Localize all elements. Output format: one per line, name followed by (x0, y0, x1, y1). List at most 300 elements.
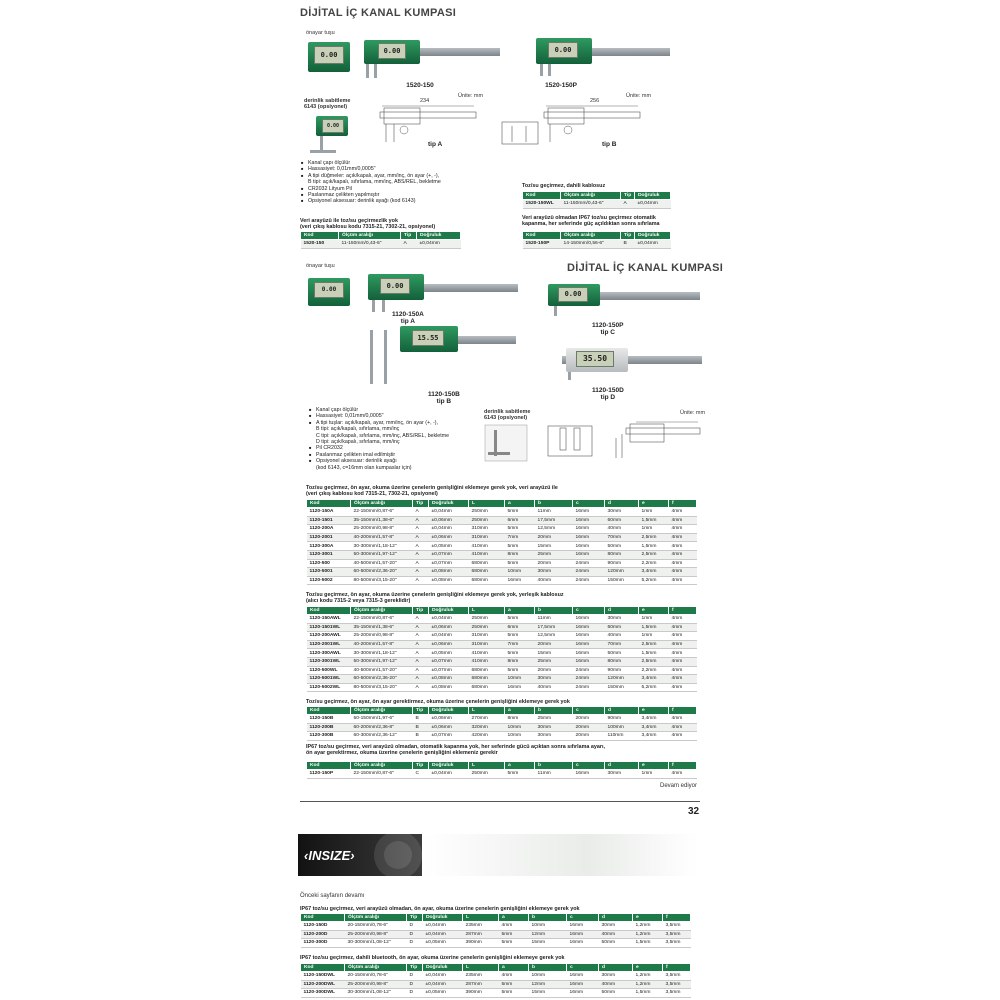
table-cell: 40mm (605, 525, 639, 534)
column-header: f (669, 707, 697, 715)
table-cell: 1,2mm (633, 972, 663, 981)
column-header: c (573, 500, 605, 508)
table-cell: 1,5mm (639, 649, 669, 658)
table-cell: 4mm (499, 972, 529, 981)
table-cell: 40mm (605, 632, 639, 641)
table-cell: 40mm (599, 980, 633, 989)
table-cell: 16mm (567, 922, 599, 931)
caliper-1520-150-image (308, 36, 500, 80)
table-cell: 30-300mm/1,18-12" (351, 542, 413, 551)
table-cell: 30mm (535, 732, 573, 741)
feature-item: ■ Opsiyonel aksesuar: derinlik ayağı (316, 458, 516, 464)
table-cell: A (413, 675, 429, 684)
table-cell: 16mm (573, 640, 605, 649)
column-header: Doğruluk (429, 707, 469, 715)
table-cell: B (413, 732, 429, 741)
table-cell: 4mm (669, 657, 697, 666)
th-range: Ölçüm aralığı (561, 232, 621, 240)
column-header: b (529, 914, 567, 922)
table-cell: 16mm (573, 516, 605, 525)
column-header: d (605, 500, 639, 508)
model-1520-150p-caption: 1520-150P (545, 82, 577, 89)
table-cell: 12mm (529, 930, 567, 939)
table-cell: 16mm (573, 623, 605, 632)
table-cell: 110mm (605, 732, 639, 741)
column-header: Doğruluk (423, 964, 463, 972)
caliper-1120-150a-image: 0.00 0.00 (308, 270, 518, 314)
table-d (306, 761, 697, 779)
table-cell: 4mm (669, 732, 697, 741)
table-cell: ±0,05mm (423, 989, 463, 998)
table-cell: 1120-200B (307, 723, 351, 732)
table-row (301, 989, 691, 998)
table-c (306, 706, 697, 741)
caliper-1120-150b-image (360, 324, 516, 386)
column-header: d (605, 607, 639, 615)
feature-item: ■ Paslanmaz çelikten imal edilmiştir (316, 452, 516, 458)
table-cell: D (407, 972, 423, 981)
table-cell: A (413, 623, 429, 632)
table-cell: 30-300mm/1,08-12" (345, 989, 407, 998)
table-cell: A (413, 640, 429, 649)
table-cell: 1120-300DWL (301, 989, 345, 998)
feature-item: ■ Kanal çapı ölçülür (308, 160, 528, 166)
table-cell: 7mm (505, 640, 535, 649)
table-a (306, 499, 697, 585)
table-cell: 16mm (567, 930, 599, 939)
cell: A (621, 200, 635, 209)
table-row (307, 576, 697, 585)
table-row (307, 649, 697, 658)
column-header: e (639, 607, 669, 615)
table-cell: 16mm (573, 770, 605, 779)
table-cell: B (413, 723, 429, 732)
table-cell: 10mm (505, 723, 535, 732)
table-cell: 60-500mm/2,36-20" (351, 675, 413, 684)
table-1-title: Veri arayüzü ile toz/su geçirmezlik yok (veri çıkış kablosu kodu 7315-21, 7302-21, opsiyonel) (300, 218, 436, 231)
table-cell: 60mm (605, 623, 639, 632)
table-1 (300, 231, 461, 249)
table-cell: 22-150mm/0,87-6" (351, 508, 413, 517)
table-cell: A (413, 508, 429, 517)
table-cell: 40mm (535, 683, 573, 692)
table-cell: 6mm (505, 516, 535, 525)
table-cell: 4mm (669, 715, 697, 724)
table-cell: 16mm (573, 542, 605, 551)
table-cell: 5mm (505, 666, 535, 675)
column-header: f (669, 500, 697, 508)
table-cell: 5mm (505, 525, 535, 534)
table-f-title: IP67 toz/su geçirmez, dahili bluetooth, ön ayar, okuma üzerine çenelerin genişliğini eklemeye gerek yok (300, 955, 565, 961)
drawing-type-b (538, 100, 648, 150)
table-cell: 1120-2001 (307, 533, 351, 542)
table-cell: 4mm (669, 550, 697, 559)
table-row (307, 559, 697, 568)
table-cell: ±0,06mm (429, 723, 469, 732)
table-cell: ±0,07mm (429, 666, 469, 675)
table-cell: 30mm (605, 508, 639, 517)
table-row (307, 550, 697, 559)
feature-item: ■ Paslanmaz çelikten yapılmıştır (308, 192, 528, 198)
table-cell: 16mm (573, 649, 605, 658)
table-cell: 25-200mm/0,98-8" (351, 632, 413, 641)
table-e (300, 913, 691, 948)
dim-l-2: 256 (590, 98, 600, 104)
page-divider (300, 801, 700, 802)
groove-diagram-a (500, 120, 540, 148)
table-cell: ±0,04mm (429, 770, 469, 779)
table-cell: 60-200mm/2,36-8" (351, 723, 413, 732)
table-cell: 16mm (567, 980, 599, 989)
table-cell: 90mm (605, 666, 639, 675)
column-header: f (663, 964, 691, 972)
th-range: Ölçüm aralığı (561, 192, 621, 200)
table-cell: 1mm (639, 615, 669, 624)
table-cell: 1120-5002WL (307, 683, 351, 692)
table-cell: 1120-300AWL (307, 649, 351, 658)
table-row (301, 939, 691, 948)
table-cell: A (413, 657, 429, 666)
table-cell: 16mm (567, 939, 599, 948)
column-header: Tip (413, 607, 429, 615)
table-row (307, 568, 697, 577)
column-header: b (535, 707, 573, 715)
table-2 (522, 191, 671, 209)
table-cell: 50mm (605, 649, 639, 658)
th-accuracy: Doğruluk (635, 232, 671, 240)
column-header: Kod (307, 707, 351, 715)
table-cell: 5mm (499, 930, 529, 939)
table-cell: 1,5mm (633, 939, 663, 948)
column-header: Doğruluk (429, 762, 469, 770)
table-cell: 17,5mm (535, 516, 573, 525)
column-header: e (639, 762, 669, 770)
table-cell: A (413, 550, 429, 559)
table-cell: 3,4mm (639, 675, 669, 684)
table-cell: 1120-5001 (307, 568, 351, 577)
cell: 1520-150 (301, 240, 339, 249)
table-cell: 20mm (573, 715, 605, 724)
table-cell: 3,5mm (663, 972, 691, 981)
table-cell: 1120-1501WL (307, 623, 351, 632)
table-cell: 50mm (599, 939, 633, 948)
table-cell: ±0,07mm (429, 550, 469, 559)
depth-accessory-image-2 (484, 424, 528, 462)
table-cell: 5,2mm (639, 683, 669, 692)
table-cell: 40mm (599, 930, 633, 939)
table-cell: 12,5mm (535, 525, 573, 534)
table-cell: ±0,04mm (429, 615, 469, 624)
zero-key-label: önayar tuşu (306, 30, 335, 36)
table-row (307, 615, 697, 624)
table-cell: A (413, 666, 429, 675)
feature-item: D tipi: açık/kapalı, sıfırlama, mm/inç (316, 439, 400, 446)
table-d-title: IP67 toz/su geçirmez, veri arayüzü olmadan, otomatik kapanma yok, her seferinde gücü açıktan sonra sıfırlama ayarı, ön ayar gerektirmez, okuma üzerine çenelerin genişliğini eklemeniz gerekir (306, 744, 605, 757)
table-cell: 5mm (505, 632, 535, 641)
feature-item: (kod 6143, c=16mm olan kumpaslar için) (316, 464, 412, 471)
table-cell: D (407, 939, 423, 948)
table-cell: C (413, 770, 429, 779)
table-cell: 4mm (669, 675, 697, 684)
table-cell: A (413, 559, 429, 568)
table-c-title: Toz/su geçirmez, ön ayar, ön ayar gerektirmez, okuma üzerine çenelerin genişliğini eklemeye gerek yok (306, 699, 570, 705)
table-cell: 410mm (469, 649, 505, 658)
column-header: Kod (301, 964, 345, 972)
table-cell: 15mm (535, 542, 573, 551)
table-cell: 22-150mm/0,87-6" (351, 615, 413, 624)
table-cell: 5mm (505, 508, 535, 517)
table-cell: 10mm (505, 675, 535, 684)
column-header: d (599, 914, 633, 922)
table-cell: 100mm (605, 723, 639, 732)
table-cell: 22-150mm/0,87-6" (351, 770, 413, 779)
table-cell: 30mm (605, 770, 639, 779)
table-cell: ±0,07mm (429, 657, 469, 666)
table-cell: 80-500mm/3,15-20" (351, 683, 413, 692)
feature-item: ■ Hassasiyet: 0,01mm/0,0005" (316, 413, 516, 419)
feature-item: ■ Hassasiyet: 0,01mm/0,0005" (308, 166, 528, 172)
table-cell: 4mm (669, 723, 697, 732)
table-cell: B (413, 715, 429, 724)
table-cell: 1120-150P (307, 770, 351, 779)
features-list-1 (300, 160, 528, 205)
table-cell: 16mm (573, 525, 605, 534)
table-cell: 90mm (605, 715, 639, 724)
table-cell: 10mm (529, 972, 567, 981)
table-cell: 80mm (605, 550, 639, 559)
table-cell: ±0,06mm (429, 715, 469, 724)
table-cell: 1120-150DWL (301, 972, 345, 981)
table-cell: ±0,04mm (429, 508, 469, 517)
table-row (307, 657, 697, 666)
table-cell: 1120-500WL (307, 666, 351, 675)
table-row (307, 508, 697, 517)
table-cell: 1120-200DWL (301, 980, 345, 989)
table-cell: 5mm (505, 615, 535, 624)
table-cell: 10mm (505, 732, 535, 741)
table-cell: 2,5mm (639, 550, 669, 559)
insize-logo: ‹INSIZE› (304, 848, 355, 863)
caliper-2-screen: 0.00 (548, 42, 578, 58)
table-row (301, 972, 691, 981)
column-header: e (639, 707, 669, 715)
table-cell: 390mm (463, 989, 499, 998)
table-row (307, 770, 697, 779)
table-cell: 1120-200D (301, 930, 345, 939)
caliper-1-screen: 0.00 (378, 43, 406, 59)
table-cell: 16mm (573, 615, 605, 624)
table-cell: 680mm (469, 576, 505, 585)
table-row (307, 732, 697, 741)
table-cell: 60-500mm/2,36-20" (351, 568, 413, 577)
table-cell: 5mm (505, 770, 535, 779)
table-cell: 20mm (535, 640, 573, 649)
table-cell: 4mm (669, 533, 697, 542)
th-range: Ölçüm aralığı (339, 232, 401, 240)
column-header: Tip (413, 762, 429, 770)
table-cell: 120mm (605, 675, 639, 684)
column-header: a (499, 914, 529, 922)
column-header: L (463, 914, 499, 922)
table-cell: D (407, 922, 423, 931)
table-row (307, 632, 697, 641)
table-cell: 10mm (505, 568, 535, 577)
table-cell: 30mm (599, 922, 633, 931)
table-cell: 60mm (605, 516, 639, 525)
table-cell: 3,5mm (663, 989, 691, 998)
table-cell: 3,4mm (639, 732, 669, 741)
table-cell: ±0,05mm (429, 649, 469, 658)
table-cell: 30mm (599, 972, 633, 981)
table-2-title: Toz/su geçirmez, dahili kablosuz (522, 183, 606, 189)
table-cell: 25mm (535, 657, 573, 666)
table-cell: 20-150mm/0,78-6" (345, 922, 407, 931)
table-cell: 4mm (669, 683, 697, 692)
table-cell: 250mm (469, 508, 505, 517)
table-cell: 1,2mm (633, 980, 663, 989)
table-cell: 35-150mm/1,38-6" (351, 623, 413, 632)
table-cell: 11mm (535, 508, 573, 517)
column-header: L (469, 762, 505, 770)
table-cell: 2,5mm (639, 640, 669, 649)
feature-item: ■ A tipi tuşlar: açık/kapalı, ayar, mm/inç, ön ayar (+, -), (316, 420, 516, 426)
table-cell: 80-500mm/3,15-20" (351, 576, 413, 585)
table-cell: 4mm (669, 770, 697, 779)
table-cell: 4mm (669, 508, 697, 517)
feature-item: ■ Opsiyonel aksesuar: derinlik ayağı (kod 6143) (308, 198, 528, 204)
table-cell: 25-200mm/0,98-8" (345, 930, 407, 939)
table-cell: 1120-150A (307, 508, 351, 517)
column-header: Tip (413, 500, 429, 508)
table-e-title: IP67 toz/su geçirmez, veri arayüzü olmadan, ön ayar, okuma üzerine çenelerin genişliğini eklemeye gerek yok (300, 906, 580, 912)
table-cell: 50mm (599, 989, 633, 998)
table-cell: 2,5mm (639, 533, 669, 542)
table-cell: A (413, 516, 429, 525)
table-cell: A (413, 568, 429, 577)
table-cell: 16mm (567, 972, 599, 981)
table-cell: 1120-3001 (307, 550, 351, 559)
table-cell: 310mm (469, 640, 505, 649)
previous-page-label: Önceki sayfanın devamı (300, 893, 365, 899)
table-cell: 1120-300A (307, 542, 351, 551)
table-cell: 8mm (505, 550, 535, 559)
table-cell: 3,5mm (663, 922, 691, 931)
table-cell: 4mm (669, 516, 697, 525)
caption-1120-150p: 1120-150P tip C (592, 322, 624, 336)
th-tip: Tip (401, 232, 417, 240)
table-3 (522, 231, 671, 249)
table-row (307, 533, 697, 542)
column-header: Ölçüm aralığı (351, 707, 413, 715)
caption-1120-150d: 1120-150D tip D (592, 387, 624, 401)
column-header: f (663, 914, 691, 922)
cell: 14-150mm/0,56-6" (561, 240, 621, 249)
table-cell: 1120-2001WL (307, 640, 351, 649)
table-cell: 4mm (669, 640, 697, 649)
table-cell: 5mm (499, 989, 529, 998)
column-header: c (573, 607, 605, 615)
table-cell: 20mm (573, 732, 605, 741)
table-cell: 4mm (669, 615, 697, 624)
th-tip: Tip (621, 232, 635, 240)
column-header: a (505, 607, 535, 615)
table-cell: 30mm (535, 568, 573, 577)
table-cell: 10mm (529, 922, 567, 931)
feature-item: ■ CR2032 Lityum Pil (308, 186, 528, 192)
feature-item: B tipi: açık/kapalı, sıfırlama, mm/inç (316, 426, 400, 433)
table-cell: ±0,04mm (423, 972, 463, 981)
th-kod: Kod (523, 232, 561, 240)
table-cell: 4mm (669, 632, 697, 641)
table-cell: 1120-200A (307, 525, 351, 534)
table-cell: 310mm (469, 632, 505, 641)
table-cell: 1,2mm (633, 930, 663, 939)
table-cell: ±0,05mm (423, 939, 463, 948)
th-tip: Tip (621, 192, 635, 200)
table-cell: 50-300mm/1,97-12" (351, 550, 413, 559)
table-cell: 3,4mm (639, 568, 669, 577)
table-cell: 8mm (505, 715, 535, 724)
table-cell: 12mm (529, 980, 567, 989)
table-row (307, 640, 697, 649)
table-cell: 3,4mm (639, 715, 669, 724)
table-cell: 250mm (469, 615, 505, 624)
table-row (307, 623, 697, 632)
table-cell: ±0,04mm (423, 980, 463, 989)
table-cell: 16mm (573, 632, 605, 641)
table-cell: 1120-150AWL (307, 615, 351, 624)
table-cell: A (413, 542, 429, 551)
cell: 11-150mm/0,43-6" (561, 200, 621, 209)
column-header: c (573, 762, 605, 770)
table-cell: 16mm (573, 550, 605, 559)
table-cell: ±0,04mm (429, 632, 469, 641)
table-cell: ±0,08mm (429, 675, 469, 684)
table-cell: 680mm (469, 675, 505, 684)
table-cell: 20mm (535, 666, 573, 675)
banner-fade (422, 834, 698, 876)
table-cell: 30mm (535, 675, 573, 684)
caliper-150d-screen: 35.50 (576, 351, 614, 367)
table-cell: ±0,08mm (429, 683, 469, 692)
table-cell: 4mm (669, 623, 697, 632)
table-cell: 2,2mm (639, 666, 669, 675)
table-cell: 1mm (639, 770, 669, 779)
cell: ±0,04mm (635, 200, 671, 209)
table-cell: 235mm (463, 972, 499, 981)
table-cell: 5mm (505, 559, 535, 568)
table-cell: 270mm (469, 715, 505, 724)
table-cell: D (407, 989, 423, 998)
table-cell: 50mm (605, 542, 639, 551)
table-row (307, 683, 697, 692)
table-row (523, 200, 671, 209)
table-cell: ±0,04mm (423, 930, 463, 939)
column-header: L (469, 500, 505, 508)
column-header: L (463, 964, 499, 972)
table-row (307, 675, 697, 684)
depth-accessory-image: 0.00 (306, 114, 354, 156)
table-cell: 5mm (499, 939, 529, 948)
column-header: Ölçüm aralığı (345, 964, 407, 972)
table-cell: 24mm (573, 666, 605, 675)
table-cell: 4mm (669, 576, 697, 585)
table-cell: ±0,08mm (429, 576, 469, 585)
table-cell: 1,5mm (633, 989, 663, 998)
table-cell: 20mm (535, 533, 573, 542)
table-cell: 4mm (499, 922, 529, 931)
table-cell: 35-150mm/1,38-6" (351, 516, 413, 525)
